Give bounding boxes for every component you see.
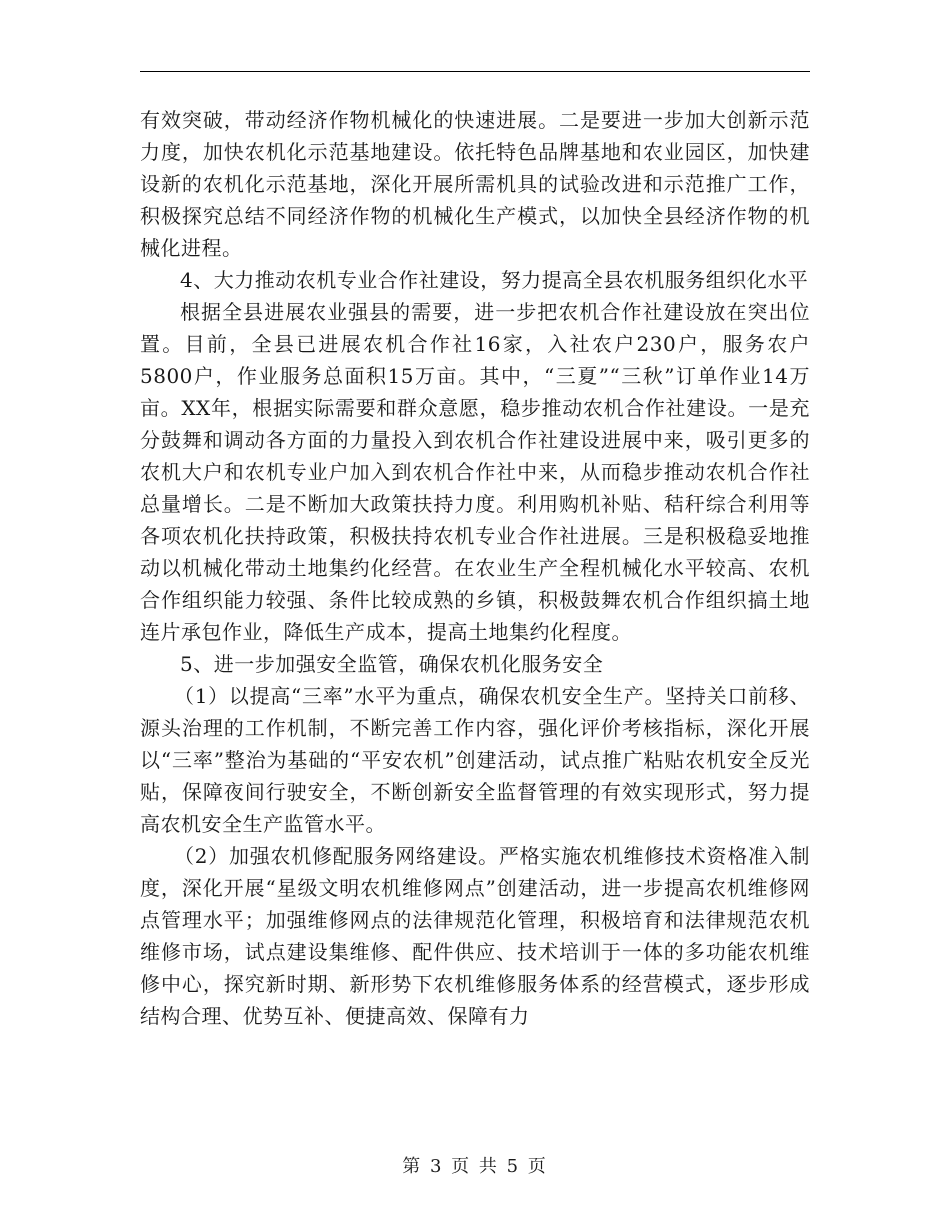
- paragraph-cooperatives: 根据全县进展农业强县的需要，进一步把农机合作社建设放在突出位置。目前，全县已进展农机合作社16家，入社农户230户，服务农户5800户，作业服务总面积15万亩。其中，“三夏”“三秋”订单作业14万亩。XX年，根据实际需要和群众意愿，稳步推动农机合作社建设。一是充分鼓舞和调动各方面的力量投入到农机合作社建设进展中来，吸引更多的农机大户和农机专业户加入到农机合作社中来，从而稳步推动农机合作社总量增长。二是不断加大政策扶持力度。利用购机补贴、秸秆综合利用等各项农机化扶持政策，积极扶持农机专业合作社进展。三是积极稳妥地推动以机械化带动土地集约化经营。在农业生产全程机械化水平较高、农机合作组织能力较强、条件比较成熟的乡镇，积极鼓舞农机合作组织搞土地连片承包作业，降低生产成本，提高土地集约化程度。: [140, 300, 810, 644]
- paragraph-item-2: （2）加强农机修配服务网络建设。严格实施农机维修技术资格准入制度，深化开展“星级文明农机维修网点”创建活动，进一步提高农机维修网点管理水平；加强维修网点的法律规范化管理，积极培育和法律规范农机维修市场，试点建设集维修、配件供应、技术培训于一体的多功能农机维修中心，探究新时期、新形势下农机维修服务体系的经营模式，逐步形成结构合理、优势互补、便捷高效、保障有力: [140, 844, 810, 1028]
- paragraph-item-1: （1）以提高“三率”水平为重点，确保农机安全生产。坚持关口前移、源头治理的工作机制，不断完善工作内容，强化评价考核指标，深化开展以“三率”整治为基础的“平安农机”创建活动，试点推广粘贴农机安全反光贴，保障夜间行驶安全，不断创新安全监督管理的有效实现形式，努力提高农机安全生产监管水平。: [140, 684, 810, 836]
- section-heading-5: 5、进一步加强安全监管，确保农机化服务安全: [180, 652, 604, 676]
- document-body: [140, 104, 810, 1032]
- header-rule: [140, 71, 810, 72]
- page-number-footer: 第 3 页 共 5 页: [402, 1156, 548, 1177]
- section-heading-4: 4、大力推动农机专业合作社建设，努力提高全县农机服务组织化水平: [180, 268, 809, 292]
- paragraph-continuation: 有效突破，带动经济作物机械化的快速进展。二是要进一步加大创新示范力度，加快农机化示范基地建设。依托特色品牌基地和农业园区，加快建设新的农机化示范基地，深化开展所需机具的试验改进和示范推广工作，积极探究总结不同经济作物的机械化生产模式，以加快全县经济作物的机械化进程。: [140, 108, 810, 260]
